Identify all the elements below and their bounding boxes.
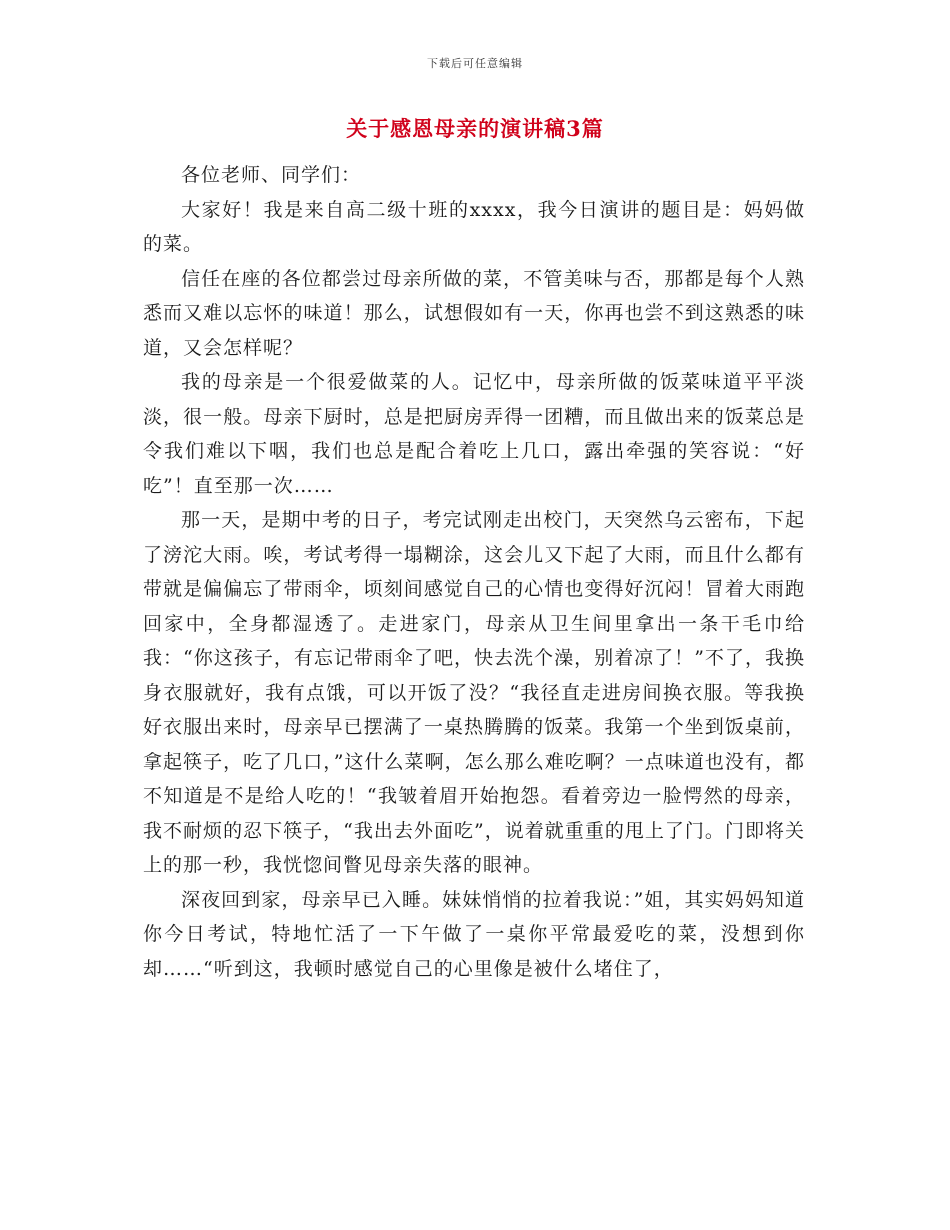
paragraph-mother-cooking: 我的母亲是一个很爱做菜的人。记忆中，母亲所做的饭菜味道平平淡淡，很一般。母亲下厨时，总是把厨房弄得一团糟，而且做出来的饭菜总是令我们难以下咽，我们也总是配合着吃上几口，露出牵强的笑容说：“好吃”！直至那一次…… [143,371,805,497]
paragraph-introduction: 大家好！我是来自高二级十班的xxxx，我今日演讲的题目是：妈妈做的菜。 [143,198,805,255]
document-body [143,158,805,986]
document-title: 关于感恩母亲的演讲稿3篇 [346,116,604,141]
paragraph-late-night: 深夜回到家，母亲早已入睡。妹妹悄悄的拉着我说：”姐，其实妈妈知道你今日考试，特地忙活了一下午做了一桌你平常最爱吃的菜，没想到你却……“听到这，我顿时感觉自己的心里像是被什么堵住了， [143,888,805,980]
paragraph-taste-memory: 信任在座的各位都尝过母亲所做的菜，不管美味与否，那都是每个人熟悉而又难以忘怀的味道！那么，试想假如有一天，你再也尝不到这熟悉的味道，又会怎样呢？ [143,267,805,359]
paragraph-rainy-day: 那一天，是期中考的日子，考完试刚走出校门，天突然乌云密布，下起了滂沱大雨。唉，考试考得一塌糊涂，这会儿又下起了大雨，而且什么都有带就是偏偏忘了带雨伞，顷刻间感觉自己的心情也变得好沉闷！冒着大雨跑回家中，全身都湿透了。走进家门，母亲从卫生间里拿出一条干毛巾给我：“你这孩子，有忘记带雨伞了吧，快去洗个澡，别着凉了！”不了，我换身衣服就好，我有点饿，可以开饭了没？“我径直走进房间换衣服。等我换好衣服出来时，母亲早已摆满了一桌热腾腾的饭菜。我第一个坐到饭桌前，拿起筷子，吃了几口，”这什么菜啊，怎么那么难吃啊？一点味道也没有，都不知道是不是给人吃的！“我皱着眉开始抱怨。看着旁边一脸愕然的母亲，我不耐烦的忍下筷子，“我出去外面吃”，说着就重重的甩上了门。门即将关上的那一秒，我恍惚间瞥见母亲失落的眼神。 [143,509,805,876]
header-note: 下载后可任意编辑 [427,57,523,70]
paragraph-greeting: 各位老师、同学们： [181,164,362,186]
